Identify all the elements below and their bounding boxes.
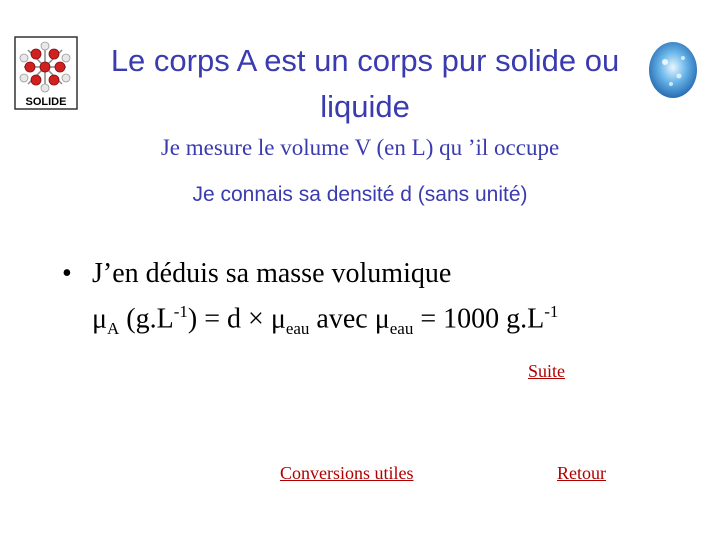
- bullet-text: J’en déduis sa masse volumique: [92, 258, 452, 289]
- equals-value: = 1000 g.L: [413, 303, 545, 335]
- subscript-a: A: [107, 318, 120, 338]
- conversions-link[interactable]: Conversions utiles: [280, 463, 414, 483]
- density-formula: [92, 293, 558, 348]
- solide-logo: [14, 36, 78, 110]
- mu-symbol: μ: [374, 303, 390, 335]
- mu-symbol: μ: [92, 303, 108, 335]
- exponent: -1: [544, 302, 559, 321]
- retour-link[interactable]: Retour: [557, 463, 606, 483]
- suite-link[interactable]: Suite: [528, 361, 566, 381]
- logo-label: SOLIDE: [25, 96, 67, 108]
- unit-open: (g.L: [119, 303, 174, 335]
- unit-close: ) = d ×: [187, 303, 271, 335]
- subscript-eau: eau: [389, 318, 414, 338]
- mu-symbol: μ: [270, 303, 286, 335]
- exponent: -1: [173, 302, 188, 321]
- molecule-icon: [14, 36, 78, 110]
- volume-text: Je mesure le volume V (en L) qu ’il occupe: [160, 135, 560, 160]
- bullet-dot: •: [62, 258, 72, 289]
- density-text: Je connais sa densité d (sans unité): [192, 183, 528, 206]
- avec-text: avec: [309, 303, 375, 335]
- subscript-eau: eau: [285, 318, 310, 338]
- slide-title: Le corps A est un corps pur solide ou liquide: [110, 43, 620, 124]
